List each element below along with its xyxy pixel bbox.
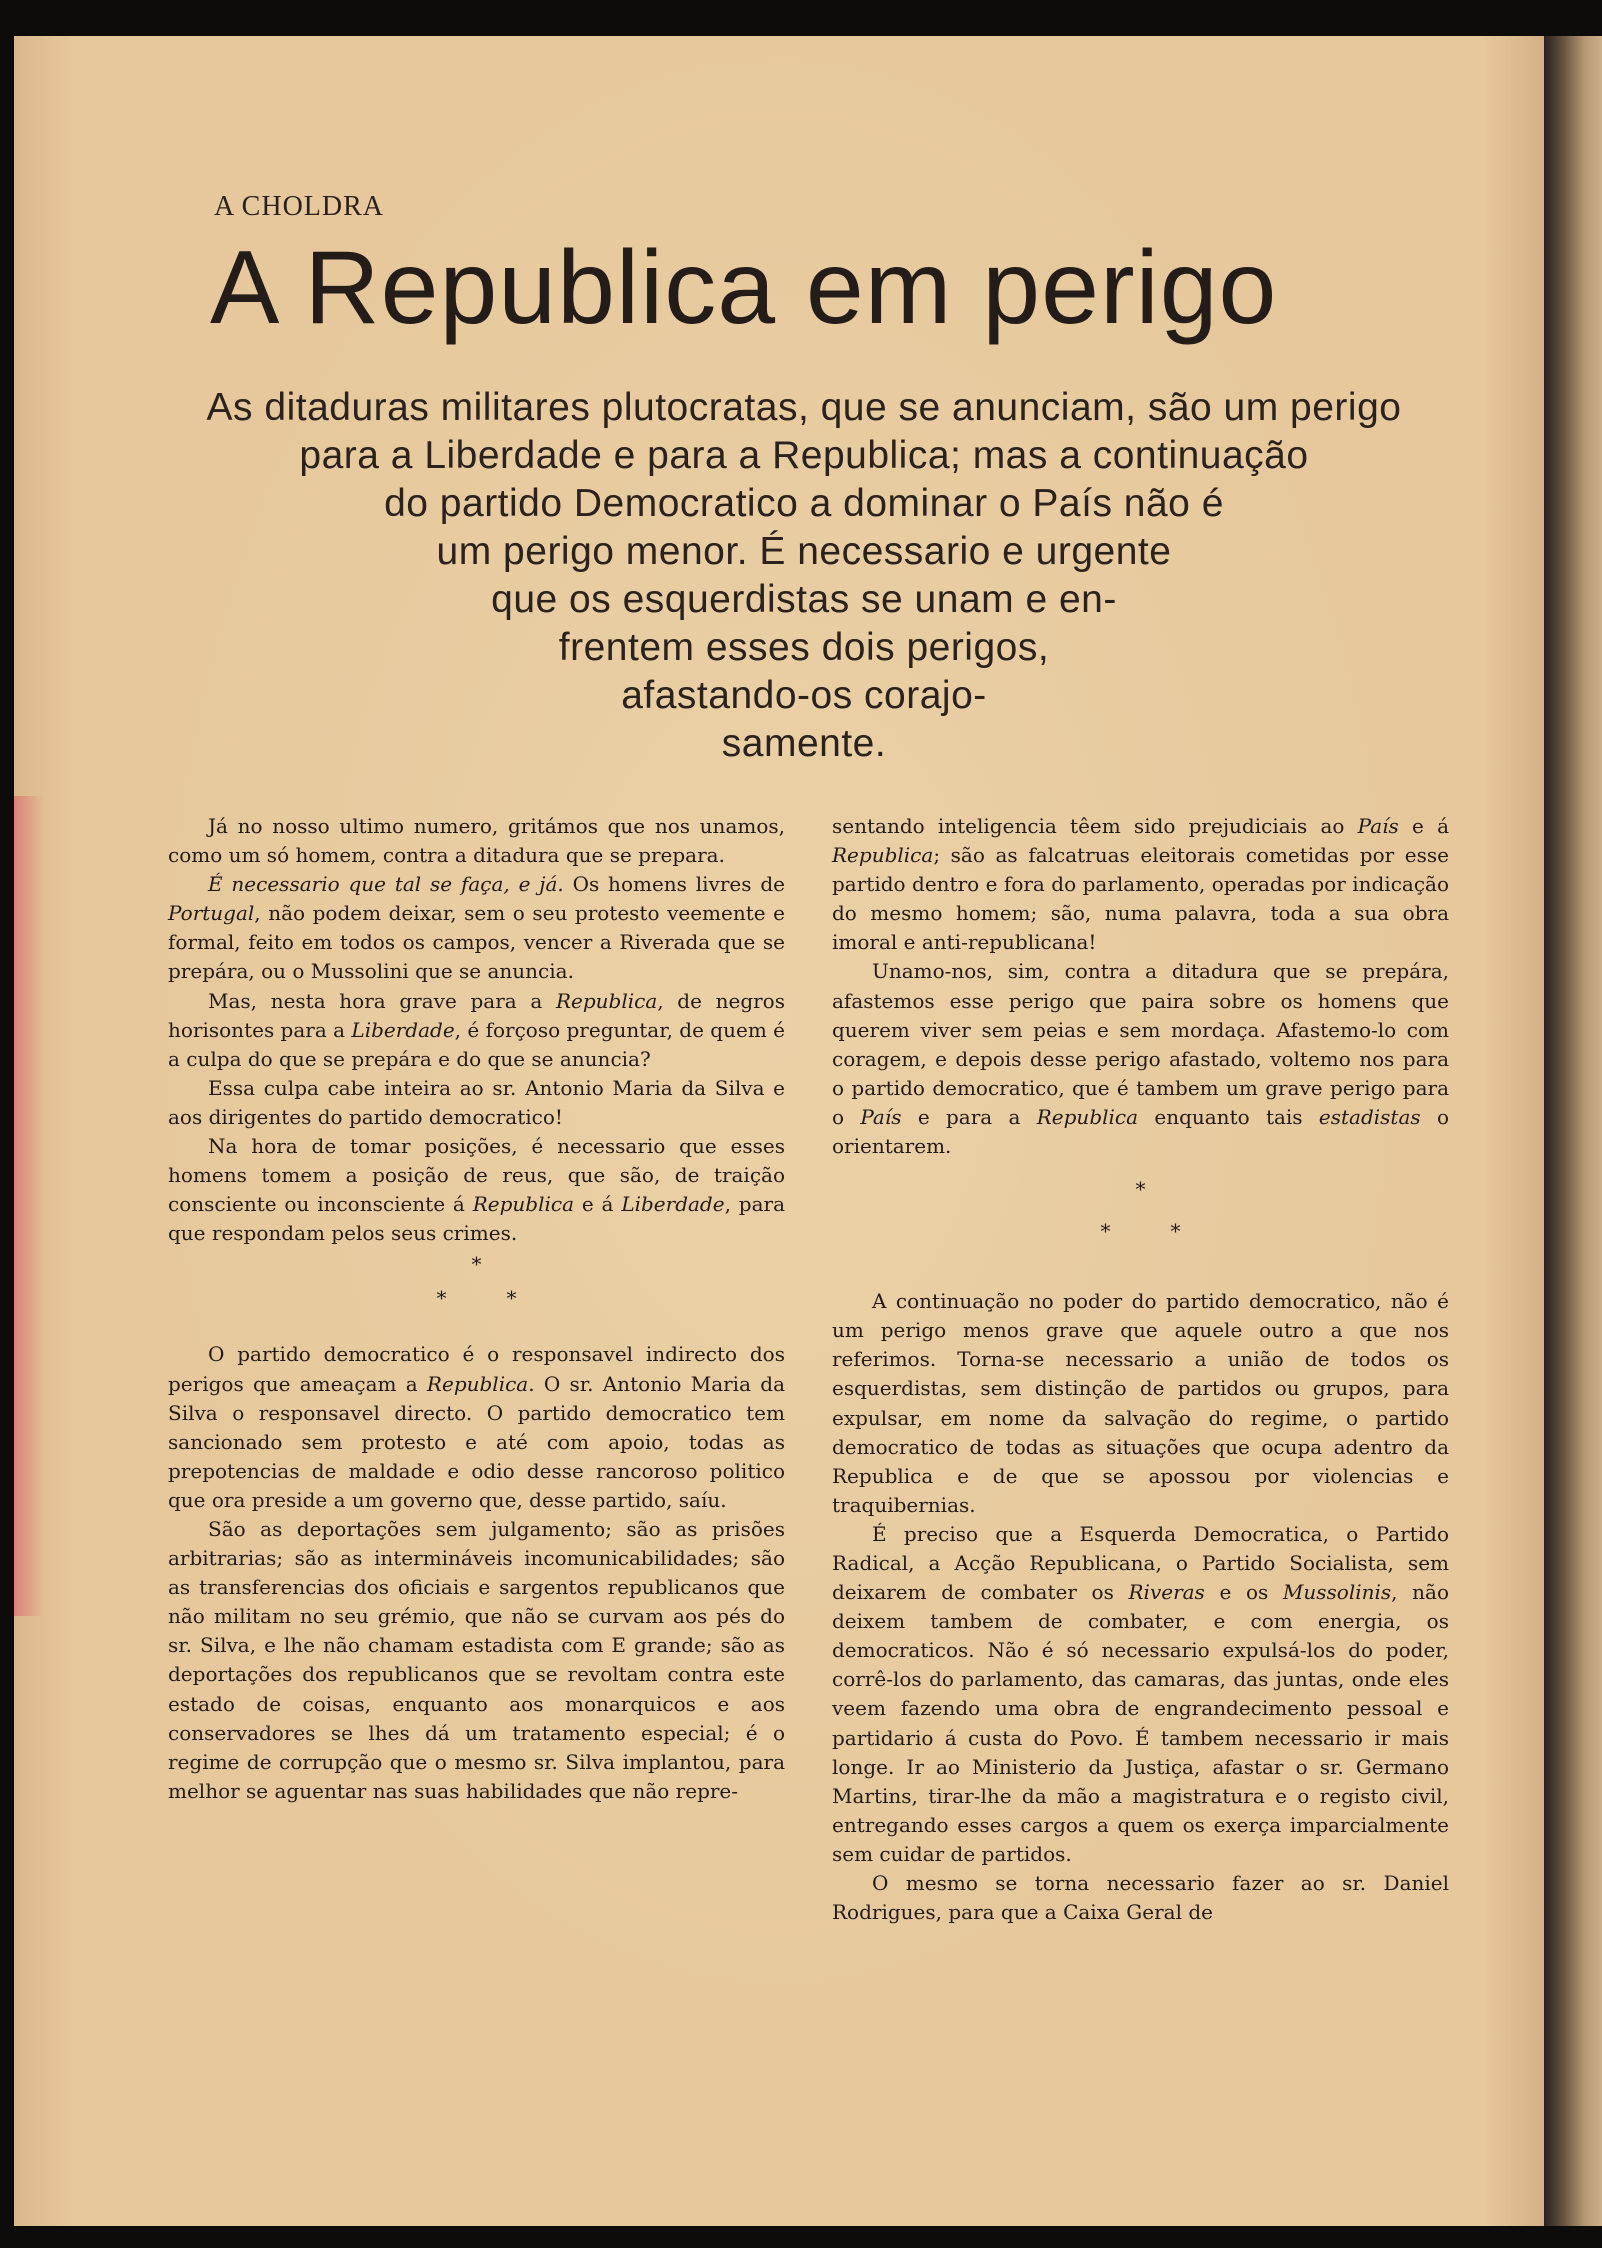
text: sentando inteligencia têem sido prejudiciais ao: [832, 814, 1358, 838]
text: O mesmo se torna necessario fazer ao sr. Daniel Rodrigues, para que a Caixa Geral de: [832, 1871, 1449, 1925]
text: Os homens livres de: [563, 872, 785, 897]
asterism-mark: *: [1135, 1177, 1146, 1202]
text: e para a: [901, 1104, 1037, 1129]
subhead-line: afastando-os corajo-: [621, 674, 987, 717]
next-page-edge: [1544, 36, 1602, 2226]
text: enquanto tais: [1138, 1104, 1319, 1129]
asterism-mark: *: [1170, 1219, 1181, 1244]
newspaper-page: [14, 36, 1544, 2226]
subhead-line: que os esquerdistas se unam e en-: [491, 578, 1117, 621]
text: o orientarem.: [832, 1104, 1449, 1159]
emphasis: É necessario que tal se faça, e já.: [208, 872, 564, 897]
text: . O sr. Antonio Maria da Silva o responsavel directo. O partido democratico tem sancionado sem protesto e até com apoio, todas as prepotencias de maldade e odio desse rancoroso politico que ora preside a um governo que, desse partido, saíu.: [168, 1371, 785, 1512]
text: São as deportações sem julgamento; são as prisões arbitrarias; são as intermináveis incomunicabilidades; são as transferencias dos oficiais e sargentos republicanos que não militam no seu grémio, que não se curvam aos pés do sr. Silva, e lhe não chamam estadista com E grande; são as deportações dos republicanos que se revoltam contra este estado de coisas, enquanto aos monarquicos e aos conservadores se lhes dá um tratamento especial; é o regime de corrupção que o mesmo sr. Silva implantou, para melhor se aguentar nas suas habilidades que não repre-: [168, 1516, 785, 1803]
paragraph: [168, 870, 785, 986]
text: e á: [574, 1192, 622, 1217]
subhead: [154, 384, 1454, 768]
paragraph: [832, 957, 1449, 1161]
left-column: [168, 812, 785, 1806]
paragraph: [168, 987, 785, 1074]
text: É preciso que a Esquerda Democratica, o Partido Radical, a Acção Republicana, o Partido Socialista, sem deixarem de combater os: [832, 1521, 1449, 1605]
emphasis: Liberdade: [621, 1192, 725, 1217]
text: ; são as falcatruas eleitorais cometidas por esse partido dentro e fora do parlamento, operadas por indicação do mesmo homem; são, numa palavra, toda a sua obra imoral e anti-republicana!: [832, 843, 1449, 955]
paragraph: [168, 1132, 785, 1248]
subhead-line: um perigo menor. É necessario e urgente: [436, 530, 1172, 573]
text: Unamo-nos, sim, contra a ditadura que se prepára, afastemos esse perigo que paira sobre os homens que querem viver sem peias e sem mordaça. Afastemo-lo com coragem, e depois desse perigo afastado, voltemo nos para o partido democratico, que é tambem um grave perigo para o: [832, 959, 1449, 1129]
emphasis: estadistas: [1318, 1104, 1421, 1129]
text: , para que respondam pelos seus crimes.: [168, 1192, 785, 1246]
text: e á: [1398, 814, 1449, 838]
paragraph: [832, 812, 1449, 957]
text: , é forçoso preguntar, de quem é a culpa do que se prepára e do que se anuncia?: [168, 1017, 785, 1071]
section-asterism: [168, 1248, 785, 1320]
asterism-mark: *: [436, 1286, 447, 1311]
text: Essa culpa cabe inteira ao sr. Antonio Maria da Silva e aos dirigentes do partido democratico!: [168, 1075, 785, 1129]
section-asterism: [832, 1161, 1449, 1253]
emphasis: Riveras: [1128, 1580, 1205, 1605]
paragraph: [168, 1074, 785, 1132]
text: Na hora de tomar posições, é necessario que esses homens tomem a posição de reus, que são, de traição consciente ou inconsciente á: [168, 1134, 785, 1217]
paragraph: [832, 1287, 1449, 1520]
emphasis: Republica: [555, 988, 658, 1013]
emphasis: Republica: [426, 1371, 529, 1396]
emphasis: Portugal: [168, 901, 255, 926]
asterism-mark: *: [506, 1286, 517, 1311]
right-column: [832, 812, 1449, 1927]
text: Mas, nesta hora grave para a: [208, 988, 556, 1013]
text: Já no nosso ultimo numero, gritámos que nos unamos, como um só homem, contra a ditadura que se prepara.: [168, 814, 785, 868]
asterism-mark: *: [471, 1252, 482, 1277]
subhead-line: As ditaduras militares plutocratas, que se anunciam, são um perigo: [206, 386, 1402, 429]
paragraph: [168, 1340, 785, 1515]
emphasis: Republica: [832, 843, 934, 868]
text: e os: [1204, 1580, 1283, 1605]
text: O partido democratico é o responsavel indirecto dos perigos que ameaçam a: [168, 1342, 785, 1396]
spacer: [832, 1253, 1449, 1287]
emphasis: Republica: [472, 1192, 574, 1217]
paragraph: [832, 1869, 1449, 1927]
subhead-line: do partido Democratico a dominar o País não é: [384, 482, 1224, 525]
subhead-line: frentem esses dois perigos,: [558, 626, 1050, 669]
subhead-line: para a Liberdade e para a Republica; mas a continuação: [299, 434, 1309, 477]
red-stain: [14, 796, 44, 1616]
emphasis: País: [1357, 814, 1399, 838]
headline: A Republica em perigo: [210, 230, 1278, 346]
spacer: [168, 1320, 785, 1340]
emphasis: Mussolinis: [1282, 1580, 1392, 1605]
text: A continuação no poder do partido democratico, não é um perigo menos grave que aquele outro a que nos referimos. Torna-se necessario a união de todos os esquerdistas, sem distinção de partidos ou grupos, para expulsar, em nome da salvação do regime, o partido democratico de todas as situações que ocupa adentro da Republica e de que se apossou por violencias e traquibernias.: [832, 1289, 1449, 1517]
asterism-mark: *: [1100, 1219, 1111, 1244]
section-label: A CHOLDRA: [214, 191, 385, 222]
emphasis: País: [860, 1104, 902, 1129]
text: , de negros horisontes para a: [168, 988, 785, 1042]
emphasis: Republica: [1036, 1104, 1139, 1129]
emphasis: Liberdade: [351, 1017, 455, 1042]
subhead-line: samente.: [721, 722, 887, 765]
paragraph: [832, 1520, 1449, 1869]
paragraph: [168, 1515, 785, 1806]
text: , não podem deixar, sem o seu protesto veemente e formal, feito em todos os campos, vencer a Riverada que se prepára, ou o Mussolini que se anuncia.: [168, 901, 785, 984]
text: , não deixem tambem de combater, e com energia, os democraticos. Não é só necessario expulsá-los do poder, corrê-los do parlamento, das camaras, das juntas, onde eles veem fazendo uma obra de engrandecimento pessoal e partidario á custa do Povo. É tambem necessario ir mais longe. Ir ao Ministerio da Justiça, afastar o sr. Germano Martins, tirar-lhe da mão a magistratura e o registo civil, entregando esses cargos a quem os exerça imparcialmente sem cuidar de partidos.: [832, 1580, 1449, 1866]
paragraph: [168, 812, 785, 870]
